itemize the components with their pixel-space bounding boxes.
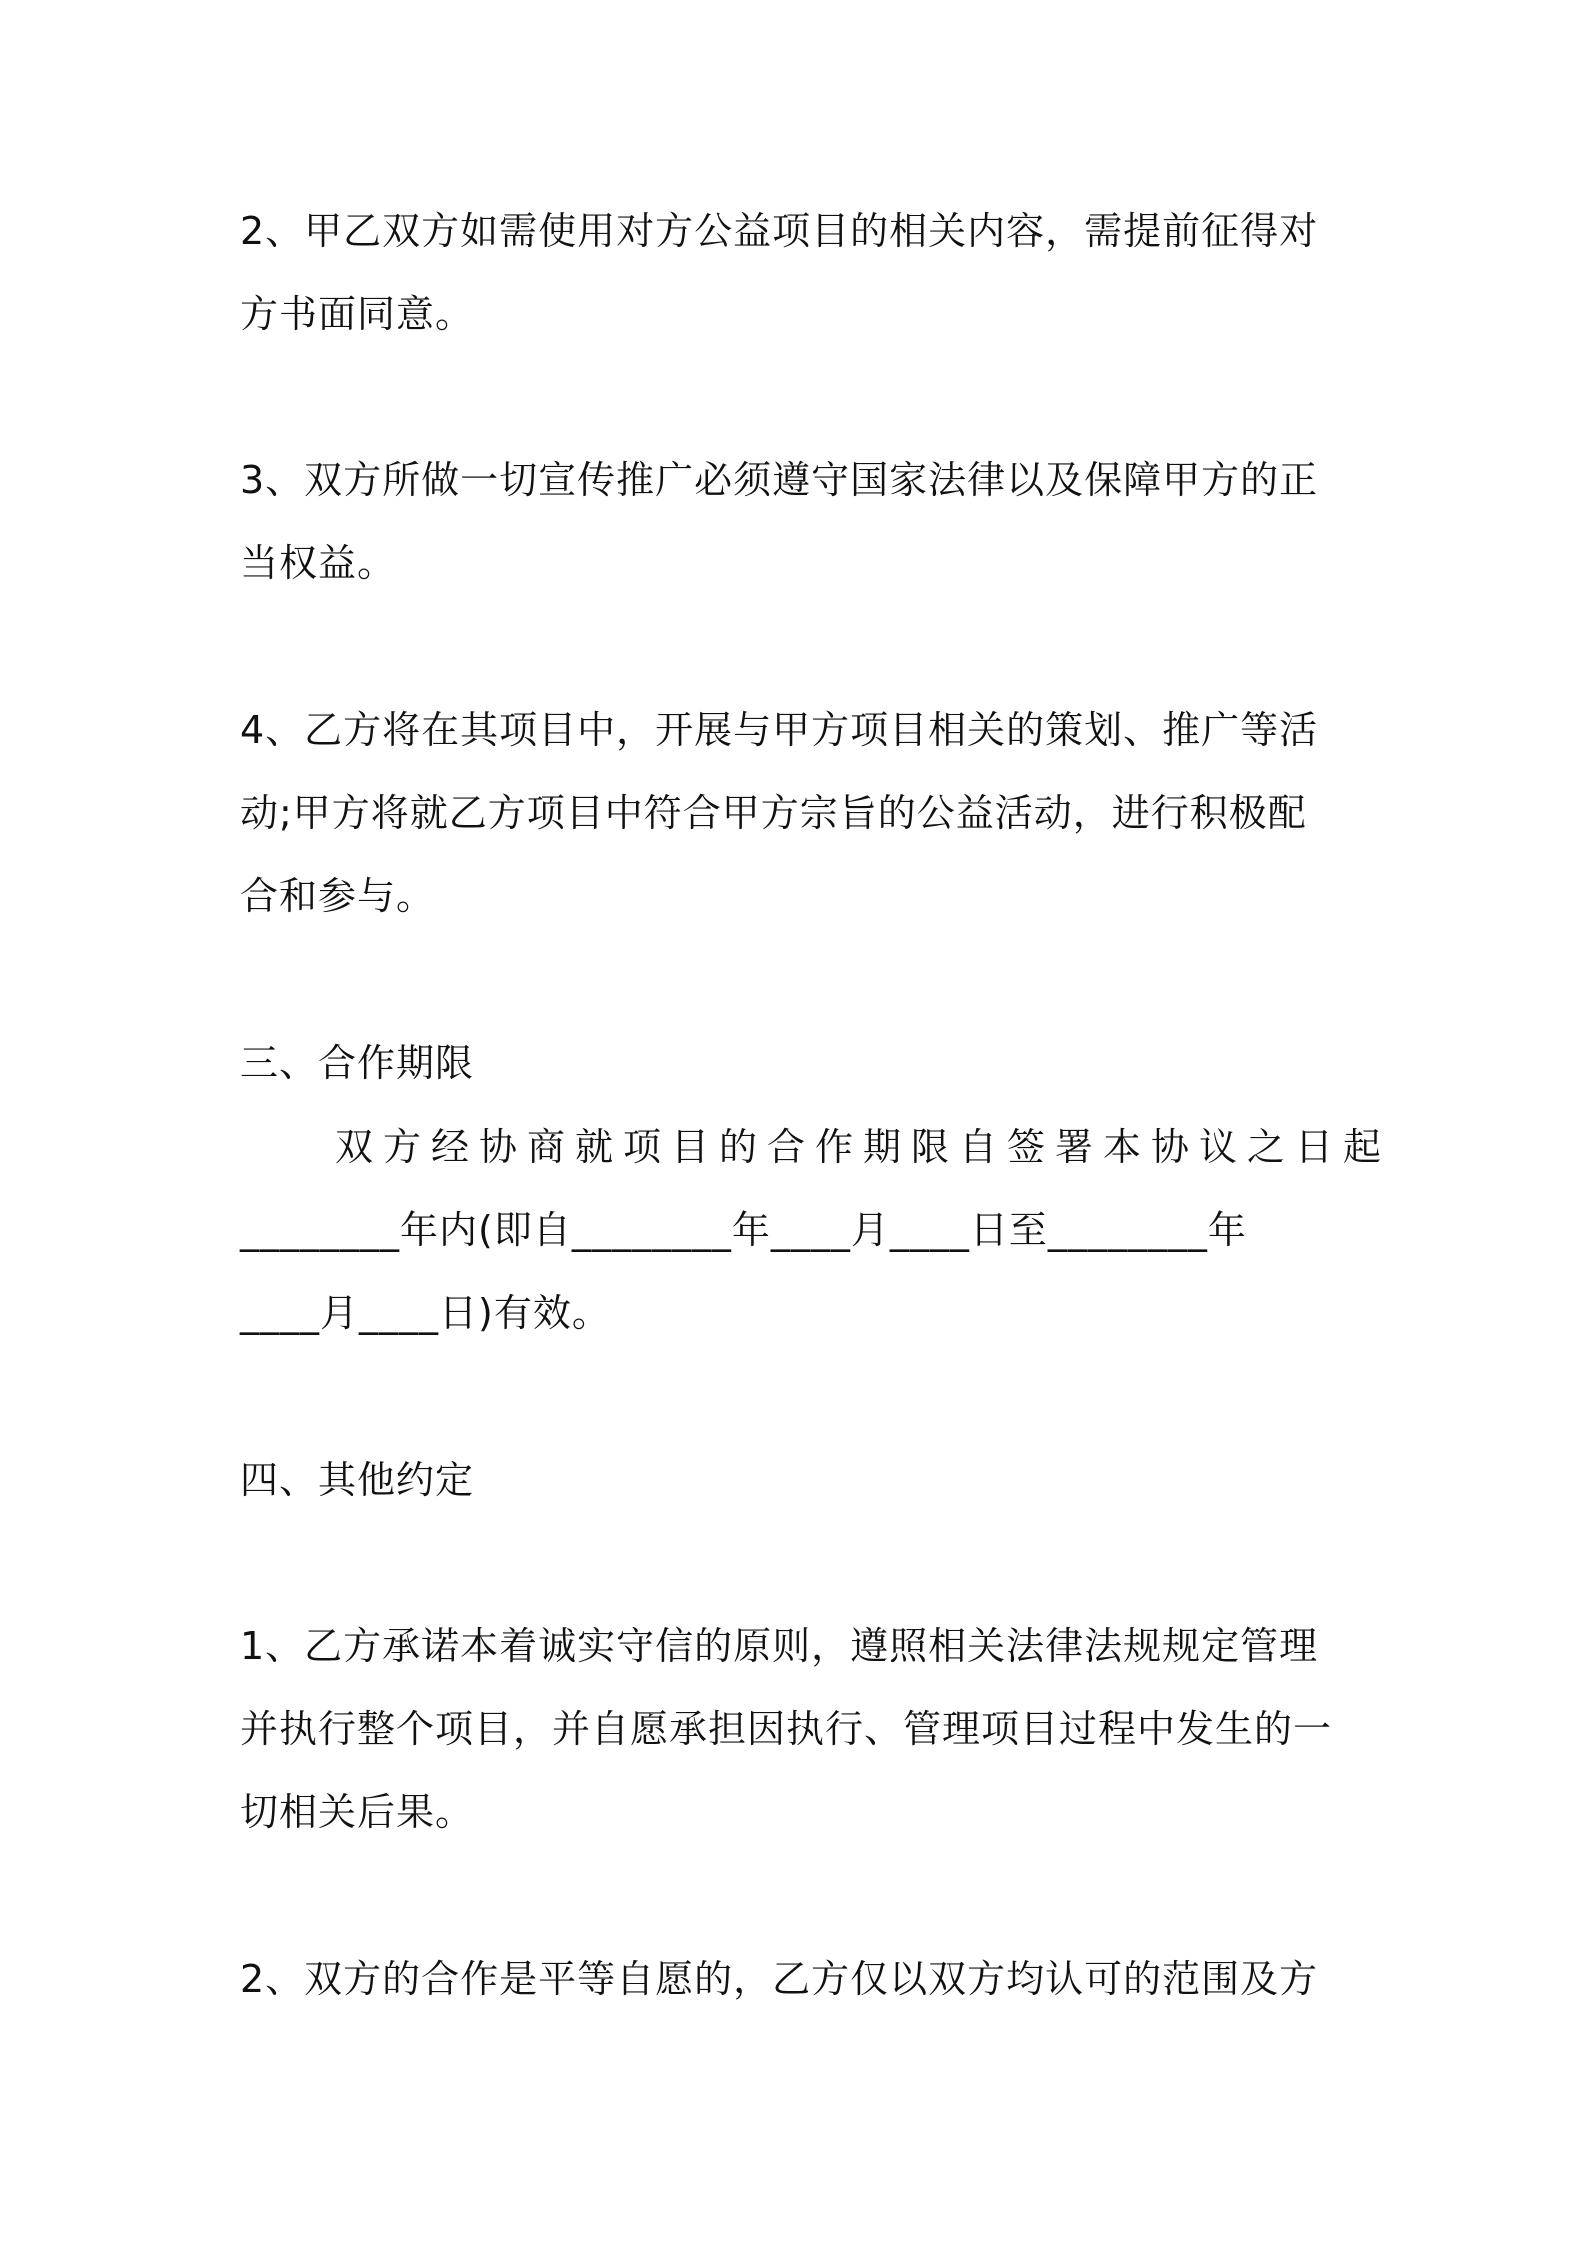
section-3-line-1: 双方经协商就项目的合作期限自签署本协议之日起 bbox=[335, 1125, 1392, 1169]
paragraph-4-line-3: 合和参与。 bbox=[240, 874, 436, 918]
section-3-line-3: ____月____日)有效。 bbox=[240, 1291, 611, 1335]
section-4-paragraph-1-line-1: 1、乙方承诺本着诚实守信的原则，遵照相关法律法规规定管理 bbox=[240, 1624, 1319, 1668]
paragraph-4-line-2: 动;甲方将就乙方项目中符合甲方宗旨的公益活动，进行积极配 bbox=[240, 791, 1307, 835]
paragraph-2-line-2: 方书面同意。 bbox=[240, 292, 475, 336]
section-3-heading: 三、合作期限 bbox=[240, 1041, 475, 1085]
paragraph-3-line-2: 当权益。 bbox=[240, 541, 397, 585]
section-4-paragraph-1-line-2: 并执行整个项目，并自愿承担因执行、管理项目过程中发生的一 bbox=[240, 1707, 1333, 1751]
paragraph-4-line-1: 4、乙方将在其项目中，开展与甲方项目相关的策划、推广等活 bbox=[240, 708, 1319, 752]
paragraph-2-line-1: 2、甲乙双方如需使用对方公益项目的相关内容，需提前征得对 bbox=[240, 209, 1319, 253]
paragraph-3-line-1: 3、双方所做一切宣传推广必须遵守国家法律以及保障甲方的正 bbox=[240, 458, 1319, 502]
section-4-heading: 四、其他约定 bbox=[240, 1458, 475, 1502]
section-4-paragraph-2-line-1: 2、双方的合作是平等自愿的，乙方仅以双方均认可的范围及方 bbox=[240, 1957, 1319, 2001]
section-4-paragraph-1-line-3: 切相关后果。 bbox=[240, 1790, 475, 1834]
section-3-line-2: ________年内(即自________年____月____日至________年 bbox=[240, 1208, 1247, 1252]
